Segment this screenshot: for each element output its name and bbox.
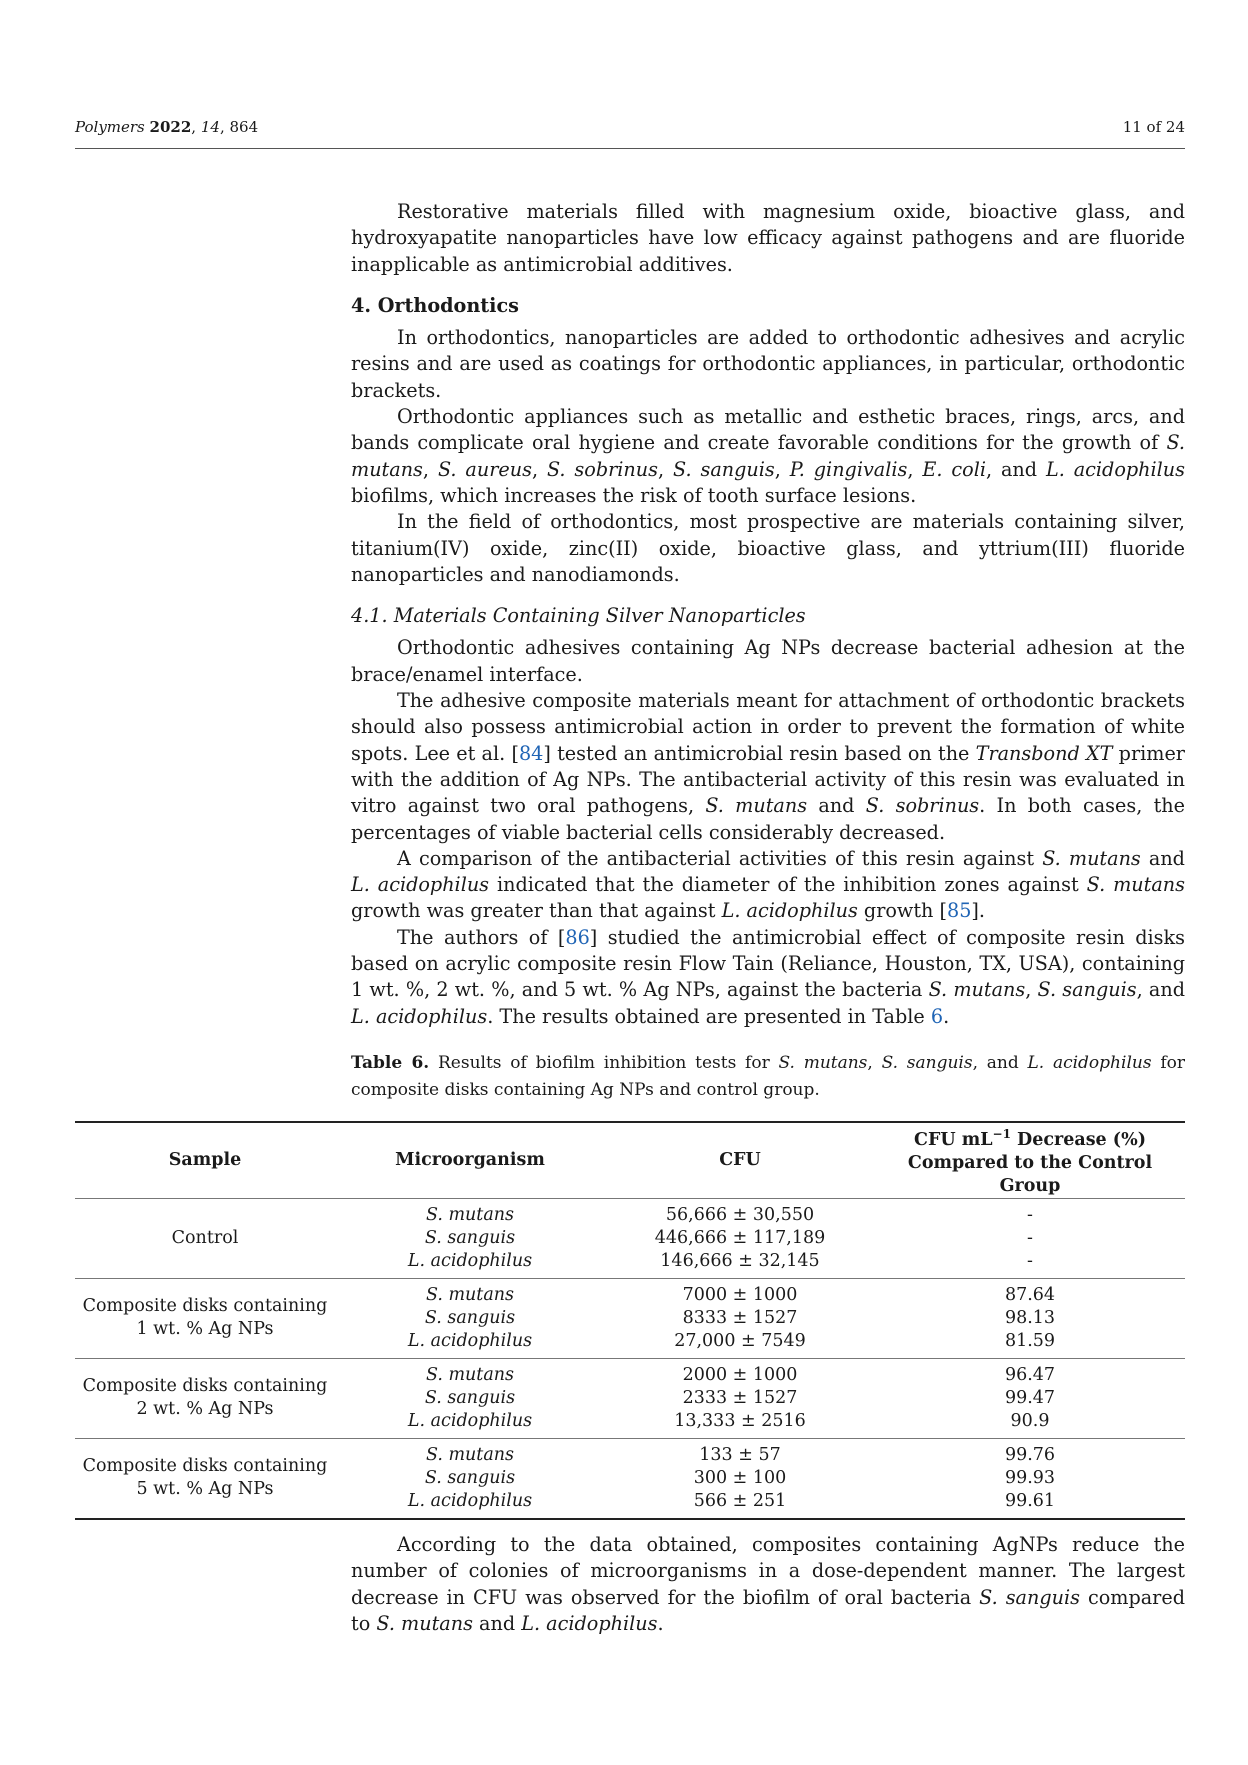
page-number: 11 of 24 (1122, 118, 1185, 136)
article-number: 864 (229, 118, 259, 136)
microorganism-cell: S. mutans S. sanguis L. acidophilus (407, 1204, 533, 1271)
journal-name: Polymers (75, 118, 145, 136)
body-text-after-table (351, 1532, 1185, 1637)
section-heading: 4. Orthodontics (351, 293, 519, 317)
paragraph-conclusion: According to the data obtained, composites containing AgNPs reduce the number of colonies of microorganisms in a dose-dependent manner. The largest decrease in CFU was observed for the biofilm of oral bacteria S. sanguis compared to S. mutans and L. acidophilus. (351, 1533, 1185, 1635)
running-header: Polymers 2022, 14, 864 11 of 24 (75, 118, 1185, 136)
header-decrease: CFU $mL^{-1}$ Decrease (%) Compared to the Control Group (907, 1127, 1153, 1196)
header-rule (75, 148, 1185, 149)
cfu-cell: 56,666 ± 30,550 446,666 ± 117,189 146,666 ± 32,145 (654, 1204, 826, 1271)
table-row (75, 1278, 1185, 1358)
citation-link-84[interactable]: 84 (518, 741, 544, 765)
decrease-cell: 87.64 98.13 81.59 (1004, 1284, 1056, 1351)
paragraph-ag-2: The adhesive composite materials meant for attachment of orthodontic brackets should also possess antimicrobial action in order to prevent the formation of white spots. Lee et al. [84] tested an antimicrobial resin based on the Transbond XT primer with the addition of Ag NPs. The antibacterial activity of this resin was evaluated in vitro against two oral pathogens, S. mutans and S. sobrinus. In both cases, the percentages of viable bacterial cells considerably decreased. (351, 689, 1185, 844)
microorganism-cell: S. mutans S. sanguis L. acidophilus (407, 1444, 533, 1511)
microorganism-cell: S. mutans S. sanguis L. acidophilus (407, 1284, 533, 1351)
paragraph-ag-4: The authors of [86] studied the antimicrobial effect of composite resin disks based on acrylic composite resin Flow Tain (Reliance, Houston, TX, USA), containing 1 wt. %, 2 wt. %, and 5 wt. % Ag NPs, against the bacteria S. mutans, S. sanguis, and L. acidophilus. The results obtained are presented in Table 6. (351, 925, 1185, 1028)
decrease-cell: 99.76 99.93 99.61 (1004, 1444, 1056, 1511)
header-sample: Sample (168, 1149, 242, 1170)
header-microorganism: Microorganism (395, 1149, 545, 1170)
microorganism-cell: S. mutans S. sanguis L. acidophilus (407, 1364, 533, 1431)
paragraph-orthodontics-1: In orthodontics, nanoparticles are added to orthodontic adhesives and acrylic resins and are used as coatings for orthodontic appliances, in particular, orthodontic brackets. (351, 326, 1185, 402)
paragraph-ag-1: Orthodontic adhesives containing Ag NPs decrease bacterial adhesion at the brace/enamel interface. (351, 636, 1185, 686)
table-row (75, 1358, 1185, 1438)
table-header-row (75, 1122, 1185, 1198)
cfu-cell: 7000 ± 1000 8333 ± 1527 27,000 ± 7549 (674, 1284, 806, 1351)
cfu-cell: 2000 ± 1000 2333 ± 1527 13,333 ± 2516 (674, 1364, 806, 1431)
table-label: Table 6. (351, 1053, 430, 1073)
paragraph-orthodontics-3: In the field of orthodontics, most prospective are materials containing silver, titanium(IV) oxide, zinc(II) oxide, bioactive glass, and yttrium(III) fluoride nanoparticles and nanodiamonds. (351, 510, 1185, 586)
sample-cell: Composite disks containing 5 wt. % Ag NPs (82, 1456, 328, 1500)
table-caption: Table 6. Results of biofilm inhibition tests for S. mutans, S. sanguis, and L. acidophilus for composite disks containing Ag NPs and control group. (351, 1053, 1185, 1100)
cfu-cell: 133 ± 57 300 ± 100 566 ± 251 (693, 1444, 787, 1511)
paragraph-orthodontics-2: Orthodontic appliances such as metallic and esthetic braces, rings, arcs, and bands complicate oral hygiene and create favorable conditions for the growth of S. mutans, S. aureus, S. sobrinus, S. sanguis, P. gingivalis, E. coli, and L. acidophilus biofilms, which increases the risk of tooth surface lesions. (351, 405, 1186, 507)
paragraph-intro: Restorative materials filled with magnesium oxide, bioactive glass, and hydroxyapatite nanoparticles have low efficacy against pathogens and are fluoride inapplicable as antimicrobial additives. (351, 200, 1185, 276)
results-table (75, 1121, 1185, 1520)
header-cfu: CFU (719, 1149, 761, 1170)
sample-cell: Control (171, 1227, 239, 1248)
sample-cell: Composite disks containing 2 wt. % Ag NPs (82, 1376, 328, 1420)
table-row (75, 1438, 1185, 1519)
table-6-link[interactable]: 6 (930, 1004, 944, 1028)
table-row (75, 1198, 1185, 1278)
decrease-cell: 96.47 99.47 90.9 (1004, 1364, 1056, 1431)
subsection-heading: 4.1. Materials Containing Silver Nanoparticles (351, 604, 806, 628)
decrease-cell: - - - (1027, 1204, 1033, 1271)
sample-cell: Composite disks containing 1 wt. % Ag NPs (82, 1296, 328, 1340)
body-text (351, 199, 1185, 1030)
paragraph-ag-3: A comparison of the antibacterial activities of this resin against S. mutans and L. acidophilus indicated that the diameter of the inhibition zones against S. mutans growth was greater than that against L. acidophilus growth [85]. (351, 846, 1185, 923)
citation-link-85[interactable]: 85 (947, 899, 972, 923)
citation-link-86[interactable]: 86 (565, 925, 590, 949)
journal-year: 2022 (149, 118, 192, 136)
journal-volume: 14 (200, 118, 220, 136)
